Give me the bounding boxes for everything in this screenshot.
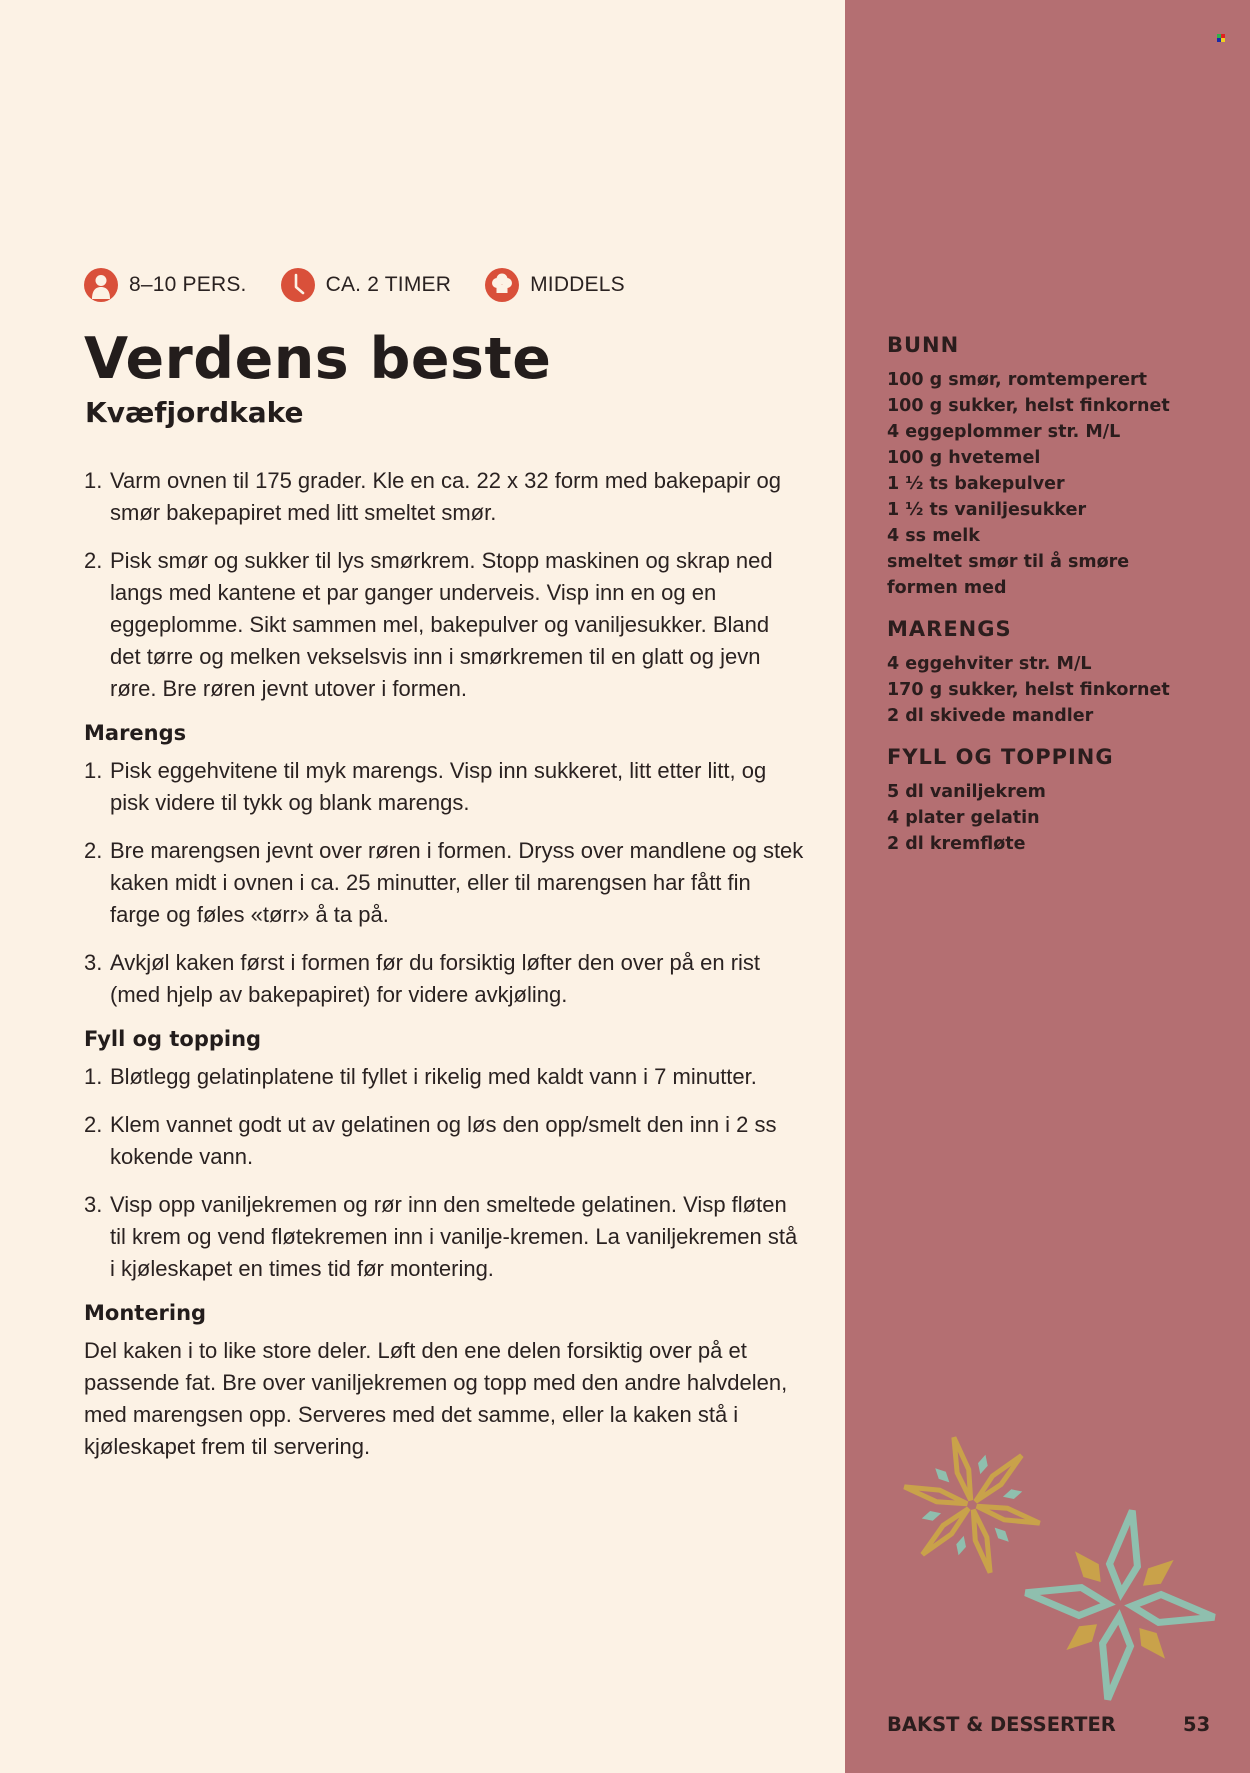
step-text: Pisk eggehvitene til myk marengs. Visp inn sukkeret, litt etter litt, og pisk videre til tykk og blank marengs. <box>110 758 767 815</box>
step-number: 3. <box>84 1192 103 1217</box>
step-text: Bløtlegg gelatinplatene til fyllet i rikelig med kaldt vann i 7 minutter. <box>110 1064 757 1089</box>
step-text: Pisk smør og sukker til lys smørkrem. Stopp maskinen og skrap ned langs med kantene et par ganger underveis. Visp inn en og en eggeplomme. Sikt sammen mel, bakepulver og vaniljesukker. Bland det tørre og melken vekselsvis inn i smørkremen til en glatt og jevn røre. Bre røren jevnt utover i formen. <box>110 548 773 701</box>
step-item <box>84 1189 804 1285</box>
step-item <box>84 755 804 819</box>
step-number: 1. <box>84 758 103 783</box>
ingredient-item: 170 g sukker, helst finkornet <box>887 680 1170 700</box>
servings-label: 8–10 PERS. <box>129 273 247 296</box>
step-number: 2. <box>84 548 103 573</box>
bunn-steps <box>84 465 804 705</box>
page-number: 53 <box>1183 1713 1211 1736</box>
ingredient-item: 1 ½ ts vaniljesukker <box>887 500 1087 520</box>
ingredient-item: 2 dl skivede mandler <box>887 706 1094 726</box>
step-text: Visp opp vaniljekremen og rør inn den smeltede gelatinen. Visp fløten til krem og vend fløtekremen inn i vanilje-kremen. La vaniljekremen stå i kjøleskapet en times tid før montering. <box>110 1192 798 1281</box>
step-item <box>84 545 804 705</box>
ingredient-group-heading: MARENGS <box>887 617 1012 641</box>
time-label: CA. 2 TIMER <box>325 273 452 296</box>
ingredient-item: 4 ss melk <box>887 526 980 546</box>
servings-info <box>84 268 247 302</box>
recipe-meta-row <box>84 268 659 302</box>
montering-text: Del kaken i to like store deler. Løft den ene delen forsiktig over på et passende fat. Bre over vaniljekremen og topp med den andre halvdelen, med marengsen opp. Serveres med det samme, eller la kaken stå i kjøleskapet frem til servering. <box>84 1338 788 1459</box>
recipe-subtitle: Kvæfjordkake <box>85 396 304 429</box>
recipe-instructions <box>84 465 804 1463</box>
ingredient-item: 4 plater gelatin <box>887 808 1040 828</box>
ingredient-item: 100 g sukker, helst finkornet <box>887 396 1170 416</box>
ingredient-item: 2 dl kremfløte <box>887 834 1026 854</box>
step-number: 2. <box>84 838 103 863</box>
time-info <box>281 268 452 302</box>
marengs-steps <box>84 755 804 1011</box>
ingredient-group-marengs <box>887 617 1217 729</box>
ingredient-item: 100 g hvetemel <box>887 448 1041 468</box>
ingredient-group-bunn <box>887 333 1217 601</box>
ingredient-item: 5 dl vaniljekrem <box>887 782 1046 802</box>
step-text: Klem vannet godt ut av gelatinen og løs den opp/smelt den inn i 2 ss kokende vann. <box>110 1112 777 1169</box>
recipe-title: Verdens beste <box>84 326 552 392</box>
ingredient-item: 1 ½ ts bakepulver <box>887 474 1065 494</box>
ingredient-item: 4 eggeplommer str. M/L <box>887 422 1121 442</box>
fyll-heading: Fyll og topping <box>84 1027 262 1051</box>
step-item <box>84 1109 804 1173</box>
step-text: Avkjøl kaken først i formen før du forsiktig løfter den over på en rist (med hjelp av bakepapiret) for videre avkjøling. <box>110 950 761 1007</box>
step-number: 1. <box>84 468 103 493</box>
fyll-steps <box>84 1061 804 1285</box>
ingredient-item: formen med <box>887 578 1007 598</box>
decorative-stars-icon <box>880 1420 1220 1710</box>
ingredient-group-heading: FYLL OG TOPPING <box>887 745 1114 769</box>
clock-icon <box>281 268 315 302</box>
difficulty-label: MIDDELS <box>530 273 625 296</box>
ingredients-list <box>887 333 1217 873</box>
step-number: 1. <box>84 1064 103 1089</box>
step-item <box>84 835 804 931</box>
step-item <box>84 465 804 529</box>
step-text: Varm ovnen til 175 grader. Kle en ca. 22 x 32 form med bakepapir og smør bakepapiret med litt smeltet smør. <box>110 468 781 525</box>
person-icon <box>84 268 118 302</box>
ingredient-group-fyll <box>887 745 1217 857</box>
ingredient-group-heading: BUNN <box>887 333 960 357</box>
chef-hat-icon <box>485 268 519 302</box>
step-number: 2. <box>84 1112 103 1137</box>
ingredient-item: 4 eggehviter str. M/L <box>887 654 1092 674</box>
difficulty-info <box>485 268 625 302</box>
color-registration-mark-icon <box>1217 34 1225 42</box>
step-number: 3. <box>84 950 103 975</box>
ingredient-item: smeltet smør til å smøre <box>887 552 1130 572</box>
marengs-heading: Marengs <box>84 721 187 745</box>
ingredient-item: 100 g smør, romtemperert <box>887 370 1147 390</box>
footer-category: BAKST & DESSERTER <box>887 1713 1116 1736</box>
step-item <box>84 1061 804 1093</box>
step-item <box>84 947 804 1011</box>
montering-heading: Montering <box>84 1301 207 1325</box>
step-text: Bre marengsen jevnt over røren i formen. Dryss over mandlene og stek kaken midt i ovnen i ca. 25 minutter, eller til marengsen har fått fin farge og føles «tørr» å ta på. <box>110 838 804 927</box>
